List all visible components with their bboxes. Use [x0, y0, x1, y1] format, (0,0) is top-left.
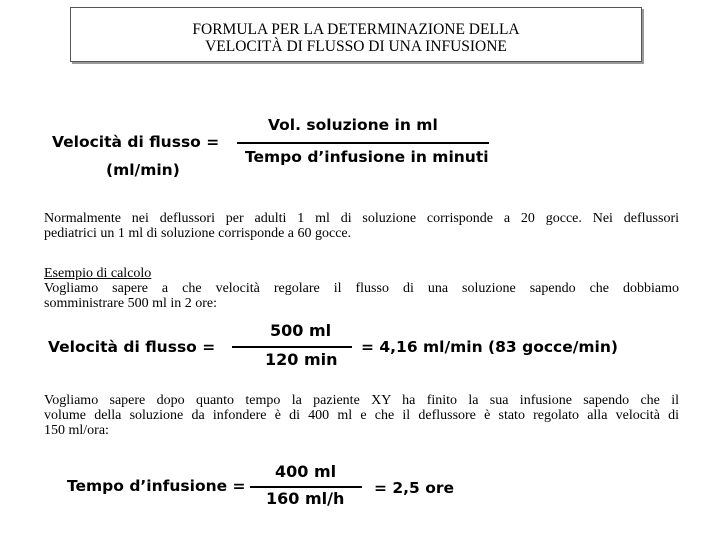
- example1-numerator: 500 ml: [270, 321, 332, 340]
- example2-left-label: Tempo d’infusione =: [67, 477, 246, 495]
- example2-line-1: Vogliamo sapere dopo quanto tempo la paziente XY ha finito la sua infusione sapendo che il: [44, 393, 679, 408]
- example2-denominator: 160 ml/h: [266, 489, 345, 508]
- example1-paragraph: [44, 266, 679, 311]
- example2-fraction-bar: [250, 486, 362, 488]
- title-line-2: VELOCITÀ DI FLUSSO DI UNA INFUSIONE: [205, 38, 507, 55]
- example2-line-3: 150 ml/ora:: [44, 423, 109, 438]
- example2-line-2: volume della soluzione da infondere è di 400 ml e che il deflussore è stato regolato alla velocità di: [44, 408, 679, 423]
- example1-left-label: Velocità di flusso =: [48, 338, 216, 356]
- formula-numerator: Vol. soluzione in ml: [268, 116, 438, 134]
- title-box: [70, 7, 642, 62]
- intro-paragraph: [44, 211, 679, 241]
- example2-numerator: 400 ml: [275, 462, 337, 481]
- example2-paragraph: [44, 393, 679, 438]
- example1-fraction-bar: [232, 346, 352, 348]
- formula-unit: (ml/min): [106, 161, 180, 179]
- title-line-1: FORMULA PER LA DETERMINAZIONE DELLA: [192, 21, 520, 38]
- example2-result: = 2,5 ore: [374, 479, 455, 497]
- intro-line-2: pediatrici un 1 ml di soluzione corrisponde a 60 gocce.: [44, 226, 352, 241]
- example1-result: = 4,16 ml/min (83 gocce/min): [361, 338, 618, 356]
- example1-line-1: Vogliamo sapere a che velocità regolare il flusso di una soluzione sapendo che dobbiamo: [44, 281, 679, 296]
- formula-denominator: Tempo d’infusione in minuti: [245, 148, 489, 166]
- intro-line-1: Normalmente nei deflussori per adulti 1 ml di soluzione corrisponde a 20 gocce. Nei deflussori: [44, 211, 679, 226]
- example1-denominator: 120 min: [265, 350, 338, 369]
- formula-fraction-bar: [237, 142, 489, 144]
- formula-left-label: Velocità di flusso =: [52, 133, 220, 151]
- example-heading: Esempio di calcolo: [44, 266, 152, 281]
- example1-line-2: somministrare 500 ml in 2 ore:: [44, 296, 218, 311]
